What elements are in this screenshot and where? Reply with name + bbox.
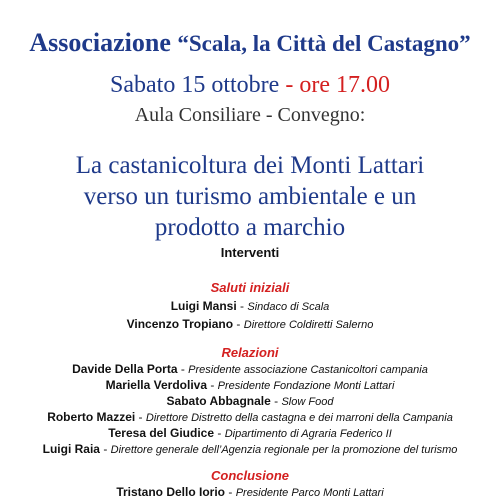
conference-title	[0, 150, 500, 243]
event-date: Sabato 15 ottobre	[110, 72, 280, 98]
speaker-entry	[0, 409, 500, 426]
dash: -	[270, 394, 282, 408]
dash: -	[207, 378, 218, 392]
association-name: “Scala, la Città del Castagno”	[177, 31, 471, 56]
speaker-entry	[0, 441, 500, 458]
event-venue: Aula Consiliare - Convegno:	[134, 104, 366, 126]
speaker-entry	[0, 316, 500, 333]
event-separator: -	[279, 72, 300, 98]
top-cropped-decoration	[150, 0, 270, 2]
association-prefix: Associazione	[29, 28, 171, 57]
speaker-entry	[0, 393, 500, 410]
speaker-name: Sabato Abbagnale	[166, 394, 271, 408]
interventi-label: Interventi	[220, 245, 280, 260]
speaker-entry	[0, 425, 500, 442]
speaker-entry	[0, 298, 500, 315]
section-heading-relazioni: Relazioni	[221, 345, 279, 360]
dash: -	[233, 317, 244, 331]
dash: -	[214, 426, 225, 440]
speaker-name: Teresa del Giudice	[108, 426, 215, 440]
speaker-entry	[0, 484, 500, 500]
dash: -	[236, 299, 248, 313]
dash: -	[177, 362, 189, 376]
association-heading	[0, 28, 500, 59]
event-time: ore 17.00	[299, 72, 390, 98]
speaker-name: Tristano Dello Iorio	[116, 485, 226, 499]
speaker-name: Vincenzo Tropiano	[126, 317, 234, 331]
dash: -	[99, 442, 111, 456]
title-line: prodotto a marchio	[154, 214, 346, 241]
speaker-entry	[0, 377, 500, 394]
section-heading-conclusione: Conclusione	[210, 468, 289, 483]
speaker-role: Presidente Parco Monti Lattari	[235, 487, 384, 499]
speaker-name: Luigi Mansi	[170, 299, 237, 313]
speaker-role: Dipartimento di Agraria Federico II	[224, 428, 392, 440]
speaker-role: Direttore generale dell’Agenzia regionale per la promozione del turismo	[110, 444, 458, 456]
speaker-role: Direttore Coldiretti Salerno	[243, 319, 374, 331]
speaker-name: Mariella Verdoliva	[105, 378, 207, 392]
speaker-role: Sindaco di Scala	[247, 301, 330, 313]
title-line: verso un turismo ambientale e un	[83, 183, 417, 210]
speaker-name: Davide Della Porta	[72, 362, 178, 376]
dash: -	[225, 485, 236, 499]
section-heading-saluti: Saluti iniziali	[210, 280, 290, 295]
speaker-role: Slow Food	[281, 396, 334, 408]
speaker-role: Direttore Distretto della castagna e dei marroni della Campania	[145, 412, 453, 424]
speaker-entry	[0, 361, 500, 378]
speaker-role: Presidente Fondazione Monti Lattari	[217, 380, 395, 392]
speaker-name: Roberto Mazzei	[47, 410, 136, 424]
speaker-role: Presidente associazione Castanicoltori campania	[188, 364, 428, 376]
dash: -	[135, 410, 146, 424]
speaker-name: Luigi Raia	[42, 442, 100, 456]
event-date-line	[0, 71, 500, 99]
title-line: La castanicoltura dei Monti Lattari	[75, 152, 425, 179]
